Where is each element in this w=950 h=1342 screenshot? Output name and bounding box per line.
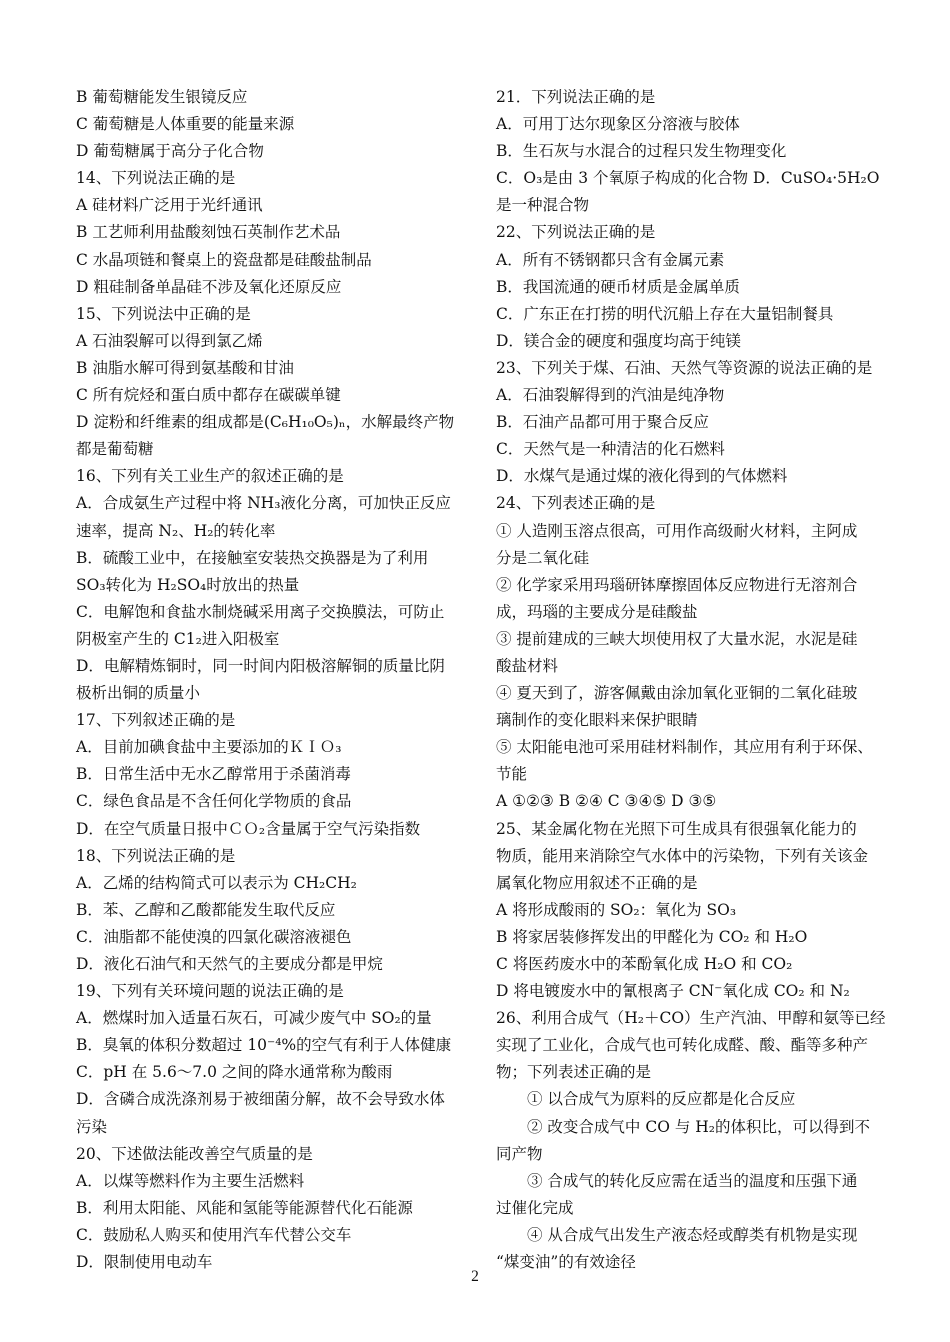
text-line: SO₃转化为 H₂SO₄时放出的热量 bbox=[76, 575, 300, 594]
text-line: D．镁合金的硬度和强度均高于纯镁 bbox=[496, 331, 741, 350]
text-line: 物质，能用来消除空气水体中的污染物，下列有关该金 bbox=[496, 846, 869, 865]
text-line: 17、下列叙述正确的是 bbox=[76, 711, 236, 730]
text-line: C 所有烷烃和蛋白质中都存在碳碳单键 bbox=[76, 386, 341, 405]
text-line: D 将电镀废水中的氰根离子 CN⁻氧化成 CO₂ 和 N₂ bbox=[496, 982, 850, 1001]
text-line: D 葡萄糖属于高分子化合物 bbox=[76, 142, 264, 161]
text-line: A ①②③ B ②④ C ③④⑤ D ③⑤ bbox=[496, 792, 717, 811]
text-line: ① 以合成气为原料的反应都是化合反应 bbox=[527, 1090, 796, 1109]
text-line: B 工艺师利用盐酸刻蚀石英制作艺术品 bbox=[76, 223, 341, 242]
text-line: D 粗硅制备单晶硅不涉及氧化还原反应 bbox=[76, 277, 342, 296]
text-line: 16、下列有关工业生产的叙述正确的是 bbox=[76, 467, 344, 486]
text-line: C．鼓励私人购买和使用汽车代替公交车 bbox=[76, 1225, 352, 1244]
text-line: C 将医药废水中的苯酚氧化成 H₂O 和 CO₂ bbox=[496, 955, 793, 973]
text-line: ① 人造刚玉溶点很高，可用作高级耐火材料，主阿成 bbox=[496, 521, 858, 540]
text-line: A．所有不锈钢都只含有金属元素 bbox=[496, 250, 725, 269]
text-line: B 油脂水解可得到氨基酸和甘油 bbox=[76, 358, 294, 377]
text-line: 24、下列表述正确的是 bbox=[496, 494, 656, 513]
text-line: 20、下述做法能改善空气质量的是 bbox=[76, 1144, 313, 1163]
text-line: 同产物 bbox=[496, 1144, 543, 1163]
text-line: 污染 bbox=[76, 1117, 108, 1136]
text-line: D．限制使用电动车 bbox=[76, 1253, 213, 1272]
text-line: B．我国流通的硬币材质是金属单质 bbox=[496, 277, 740, 296]
text-line: D．在空气质量日报中ＣＯ₂含量属于空气污染指数 bbox=[76, 819, 421, 838]
text-line: ③ 提前建成的三峡大坝使用权了大量水泥，水泥是硅 bbox=[496, 629, 858, 648]
text-line: ④ 夏天到了，游客佩戴由涂加氧化亚铜的二氧化硅玻 bbox=[496, 684, 858, 703]
text-line: 25、某金属化物在光照下可生成具有很强氧化能力的 bbox=[496, 819, 857, 838]
text-line: ④ 从合成气出发生产液态烃或醇类有机物是实现 bbox=[527, 1225, 858, 1244]
text-line: B．生石灰与水混合的过程只发生物理变化 bbox=[496, 142, 787, 161]
text-line: A．乙烯的结构简式可以表示为 CH₂CH₂ bbox=[76, 873, 357, 892]
text-line: A．燃煤时加入适量石灰石，可减少废气中 SO₂的量 bbox=[76, 1009, 432, 1028]
left-column bbox=[76, 84, 472, 1276]
text-line: 26、利用合成气（H₂＋CO）生产汽油、甲醇和氨等已经 bbox=[496, 1009, 886, 1028]
text-line: 19、下列有关环境问题的说法正确的是 bbox=[76, 982, 344, 1001]
text-line: B．日常生活中无水乙醇常用于杀菌消毒 bbox=[76, 765, 351, 784]
text-line: 过催化完成 bbox=[496, 1198, 574, 1217]
text-line: 23、下列关于煤、石油、天然气等资源的说法正确的是 bbox=[496, 358, 873, 377]
text-line: 22、下列说法正确的是 bbox=[496, 223, 656, 242]
text-line: C 水晶项链和餐桌上的瓷盘都是硅酸盐制品 bbox=[76, 250, 372, 269]
text-line: D 淀粉和纤维素的组成都是(C₆H₁₀O₅)ₙ，水解最终产物 bbox=[76, 413, 455, 432]
text-line: A 石油裂解可以得到氯乙烯 bbox=[76, 331, 263, 350]
text-line: 实现了工业化，合成气也可转化成醛、酸、酯等多种产 bbox=[496, 1036, 869, 1055]
text-line: C．绿色食品是不含任何化学物质的食品 bbox=[76, 792, 352, 811]
text-line: C．电解饱和食盐水制烧碱采用离子交换膜法，可防止 bbox=[76, 602, 445, 621]
text-line: B 将家居装修挥发出的甲醛化为 CO₂ 和 H₂O bbox=[496, 927, 808, 946]
text-line: A．石油裂解得到的汽油是纯净物 bbox=[496, 386, 725, 405]
text-line: A．以煤等燃料作为主要生活燃料 bbox=[76, 1171, 305, 1190]
text-line: 速率，提高 N₂、H₂的转化率 bbox=[76, 521, 276, 540]
text-line: “煤变油”的有效途径 bbox=[496, 1253, 636, 1272]
text-line: B．苯、乙醇和乙酸都能发生取代反应 bbox=[76, 900, 336, 919]
text-line: C．O₃是由 3 个氧原子构成的化合物 D．CuSO₄·5H₂O bbox=[496, 169, 880, 188]
text-line: A．目前加碘食盐中主要添加的ＫＩＯ₃ bbox=[76, 738, 342, 757]
text-line: A 将形成酸雨的 SO₂：氧化为 SO₃ bbox=[496, 900, 737, 919]
text-line: 14、下列说法正确的是 bbox=[76, 169, 236, 188]
text-line: D．含磷合成洗涤剂易于被细菌分解，故不会导致水体 bbox=[76, 1090, 445, 1109]
text-line: 阴极室产生的 C1₂进入阳极室 bbox=[76, 629, 280, 648]
text-line: C 葡萄糖是人体重要的能量来源 bbox=[76, 115, 295, 134]
text-line: B．石油产品都可用于聚合反应 bbox=[496, 413, 709, 432]
text-line: 18、下列说法正确的是 bbox=[76, 846, 236, 865]
text-line: 21．下列说法正确的是 bbox=[496, 88, 656, 106]
text-line: B 葡萄糖能发生银镜反应 bbox=[76, 88, 248, 106]
text-line: ② 改变合成气中 CO 与 H₂的体积比，可以得到不 bbox=[527, 1117, 871, 1136]
text-line: D．液化石油气和天然气的主要成分都是甲烷 bbox=[76, 955, 383, 973]
text-line: B．臭氧的体积分数超过 10⁻⁴%的空气有利于人体健康 bbox=[76, 1036, 452, 1055]
text-line: C．广东正在打捞的明代沉船上存在大量铝制餐具 bbox=[496, 304, 834, 323]
text-line: 是一种混合物 bbox=[496, 196, 590, 215]
text-line: 都是葡萄糖 bbox=[76, 440, 154, 459]
text-line: D．电解精炼铜时，同一时间内阳极溶解铜的质量比阴 bbox=[76, 656, 445, 675]
text-line: 酸盐材料 bbox=[496, 656, 559, 675]
page-number: 2 bbox=[471, 1268, 479, 1285]
text-line: 15、下列说法中正确的是 bbox=[76, 304, 251, 323]
text-line: 极析出铜的质量小 bbox=[76, 684, 201, 703]
text-line: A 硅材料广泛用于光纤通讯 bbox=[76, 196, 263, 215]
text-line: B．硫酸工业中，在接触室安装热交换器是为了利用 bbox=[76, 548, 429, 567]
text-line: 璃制作的变化眼料来保护眼睛 bbox=[496, 711, 698, 730]
text-line: 分是二氧化硅 bbox=[496, 548, 590, 567]
text-line: 物；下列表述正确的是 bbox=[496, 1063, 652, 1082]
text-line: B．利用太阳能、风能和氢能等能源替代化石能源 bbox=[76, 1198, 413, 1217]
text-line: C．pH 在 5.6～7.0 之间的降水通常称为酸雨 bbox=[76, 1063, 393, 1082]
text-line: ② 化学家采用玛瑙研钵摩擦固体反应物进行无溶剂合 bbox=[496, 575, 858, 594]
text-line: A．可用丁达尔现象区分溶液与胶体 bbox=[496, 115, 740, 134]
right-column bbox=[496, 84, 894, 1276]
text-line: ③ 合成气的转化反应需在适当的温度和压强下通 bbox=[527, 1171, 858, 1190]
text-line: A．合成氨生产过程中将 NH₃液化分离，可加快正反应 bbox=[76, 494, 451, 513]
text-line: 属氧化物应用叙述不正确的是 bbox=[496, 873, 698, 892]
text-line: 节能 bbox=[496, 765, 528, 784]
text-line: 成，玛瑙的主要成分是硅酸盐 bbox=[496, 602, 698, 621]
text-line: ⑤ 太阳能电池可采用硅材料制作，其应用有利于环保、 bbox=[496, 738, 873, 757]
text-line: D．水煤气是通过煤的液化得到的气体燃料 bbox=[496, 467, 788, 486]
text-line: C．油脂都不能使溴的四氯化碳溶液褪色 bbox=[76, 927, 352, 946]
text-line: C．天然气是一种清洁的化石燃料 bbox=[496, 440, 725, 459]
